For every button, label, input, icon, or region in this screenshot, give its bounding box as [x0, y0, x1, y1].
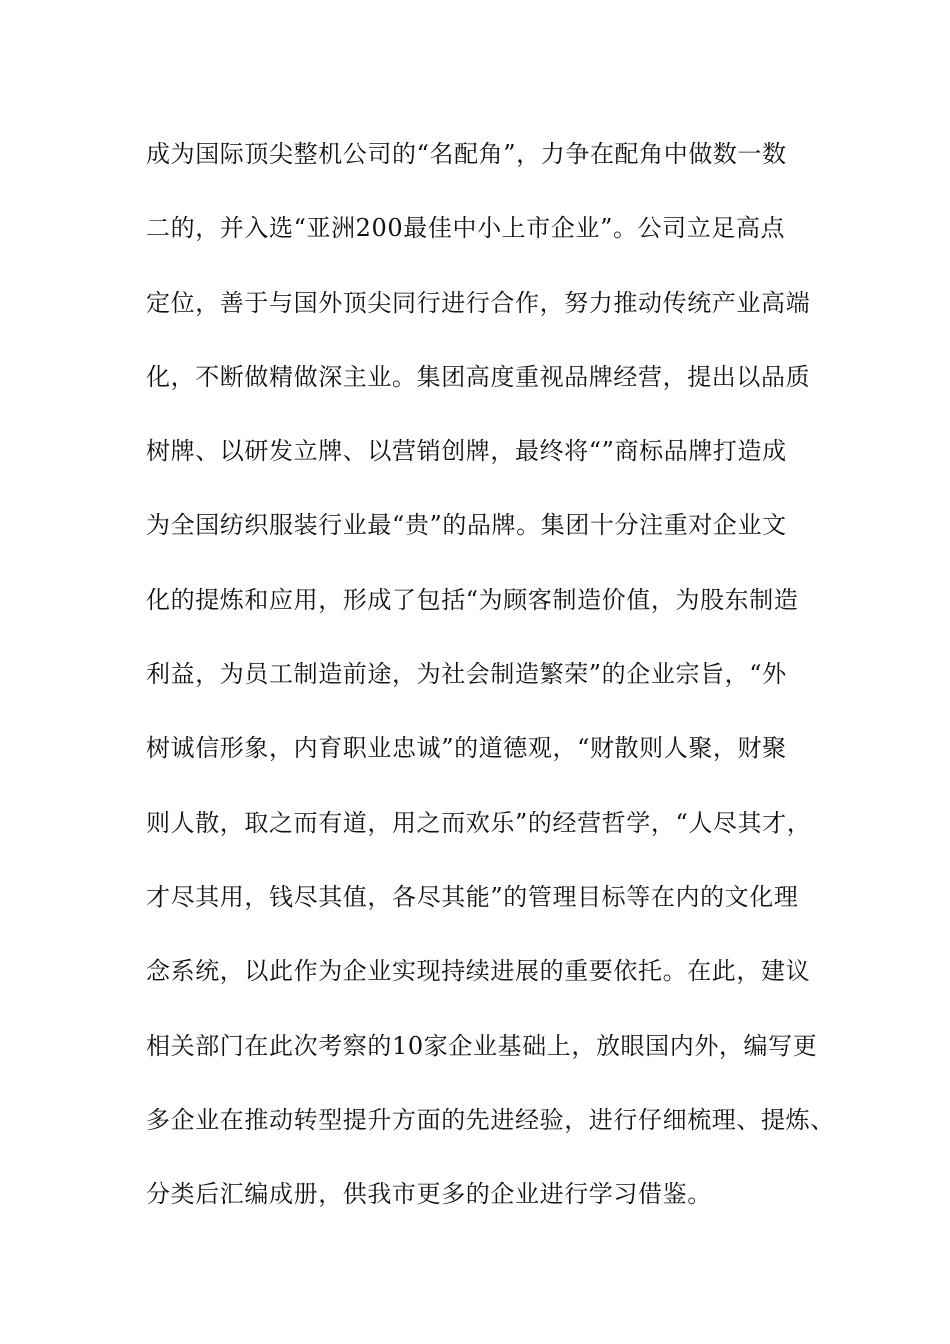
text-line: 才尽其用，钱尽其值，各尽其能”的管理目标等在内的文化理	[146, 882, 799, 911]
text-line: 定位，善于与国外顶尖同行进行合作，努力推动传统产业高端	[146, 288, 811, 317]
text-line: 多企业在推动转型提升方面的先进经验，进行仔细梳理、提炼、	[146, 1105, 835, 1134]
text-line: 化的提炼和应用，形成了包括“为顾客制造价值，为股东制造	[146, 585, 799, 614]
text-line: 成为国际顶尖整机公司的“名配角”，力争在配角中做数一数	[146, 140, 787, 168]
text-line: 利益，为员工制造前途，为社会制造繁荣”的企业宗旨，“外	[146, 660, 787, 689]
text-line: 则人散，取之而有道，用之而欢乐”的经营哲学，“人尽其才，	[146, 808, 812, 837]
text-line: 念系统，以此作为企业实现持续进展的重要依托。在此，建议	[146, 957, 811, 986]
text-line: 为全国纺织服装行业最“贵”的品牌。集团十分注重对企业文	[146, 511, 787, 540]
text-line: 相关部门在此次考察的10家企业基础上，放眼国内外，编写更	[146, 1031, 818, 1060]
text-line: 分类后汇编成册，供我市更多的企业进行学习借鉴。	[146, 1180, 712, 1209]
text-line: 二的，并入选“亚洲200最佳中小上市企业”。公司立足高点	[146, 214, 786, 243]
body-text	[146, 134, 836, 1248]
text-line: 树诚信形象，内育职业忠诚”的道德观，“财散则人聚，财聚	[146, 734, 787, 763]
text-line: 化，不断做精做深主业。集团高度重视品牌经营，提出以品质	[146, 362, 811, 391]
text-line: 树牌、以研发立牌、以营销创牌，最终将“”商标品牌打造成	[146, 437, 787, 466]
